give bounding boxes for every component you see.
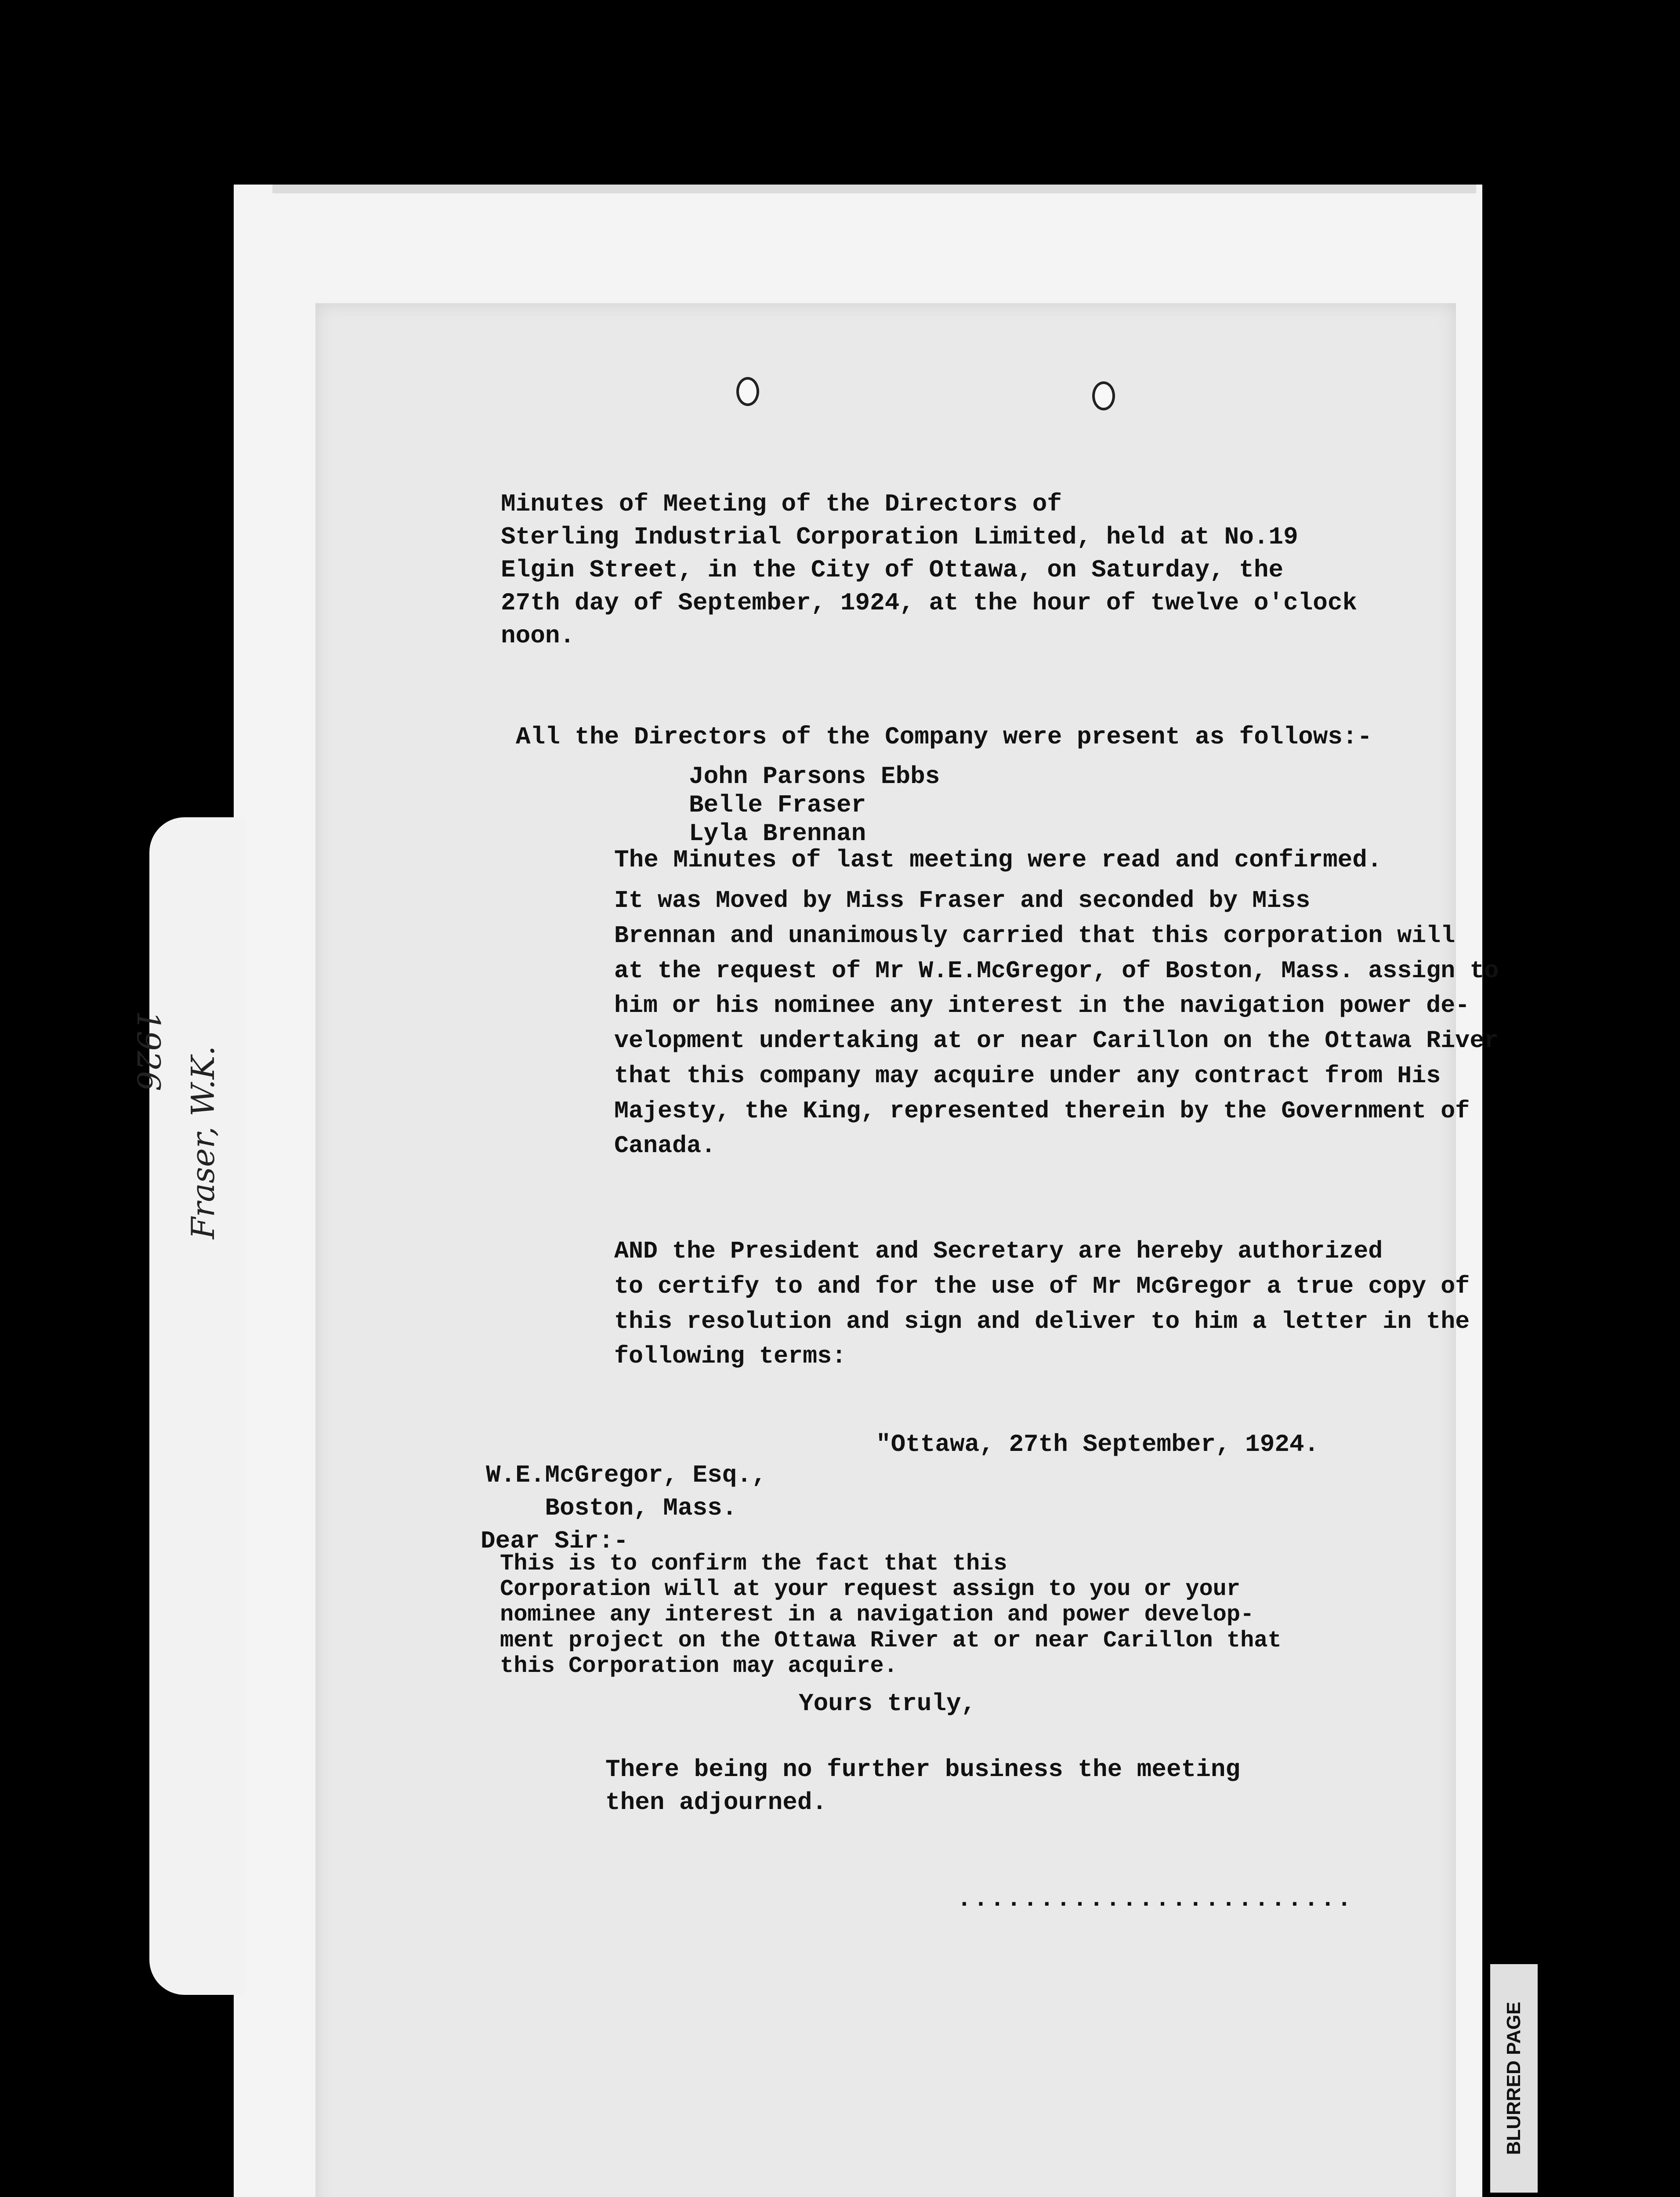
- signature-line: ........................: [957, 1885, 1354, 1913]
- director-name: Belle Fraser: [689, 791, 866, 819]
- margin-note-year: 1926: [130, 1011, 167, 1091]
- document-page: [315, 303, 1499, 2197]
- attendance-intro: All the Directors of the Company were present as follows:-: [516, 723, 1372, 751]
- blurred-page-text: BLURRED PAGE: [1503, 2001, 1524, 2155]
- director-name: Lyla Brennan: [689, 819, 866, 848]
- letter-addressee: W.E.McGregor, Esq., Boston, Mass.: [486, 1461, 767, 1523]
- motion-paragraph: It was Moved by Miss Fraser and seconded by Miss Brennan and unanimously carried that this corporation will at the request of Mr W.E.McGregor, of Boston, Mass. assign to him or his nominee any interest in the navigation power de- velopment undertaking at or near Carillon on the Ottawa River that this company may acquire under any contract from His Majesty, the King, represented therein by the Government of Canada.: [614, 887, 1499, 1160]
- blurred-page-tag: [1490, 1964, 1538, 2193]
- minutes-heading: Minutes of Meeting of the Directors of Sterling Industrial Corporation Limited, held at No.19 Elgin Street, in the City of Ottawa, on Saturday, the 27th day of September, 1924, at the hour of twelve o'clock noon.: [501, 490, 1358, 650]
- confirmation-paragraph: The Minutes of last meeting were read and confirmed.: [614, 846, 1382, 874]
- punch-hole-icon: [736, 377, 759, 406]
- letter-closing: Yours truly,: [799, 1689, 976, 1718]
- director-name: John Parsons Ebbs: [689, 762, 940, 790]
- punch-hole-icon: [1092, 381, 1115, 410]
- letter-salutation: Dear Sir:-: [481, 1527, 629, 1555]
- folder-tab: [149, 817, 246, 1995]
- folder-edge: [272, 185, 1476, 193]
- letter-date-line: "Ottawa, 27th September, 1924.: [876, 1430, 1319, 1458]
- margin-note-name: Fraser, W.K.: [185, 1045, 221, 1239]
- letter-body: This is to confirm the fact that this Corporation will at your request assign to you or your nominee any interest in a navigation and power develop- ment project on the Ottawa River at or near Carillon that this Corporation may acquire.: [500, 1551, 1282, 1679]
- authorization-paragraph: AND the President and Secretary are hereby authorized to certify to and for the use of Mr McGregor a true copy of this resolution and sign and deliver to him a letter in the following terms:: [614, 1237, 1470, 1370]
- adjournment-paragraph: There being no further business the meeting then adjourned.: [605, 1755, 1241, 1817]
